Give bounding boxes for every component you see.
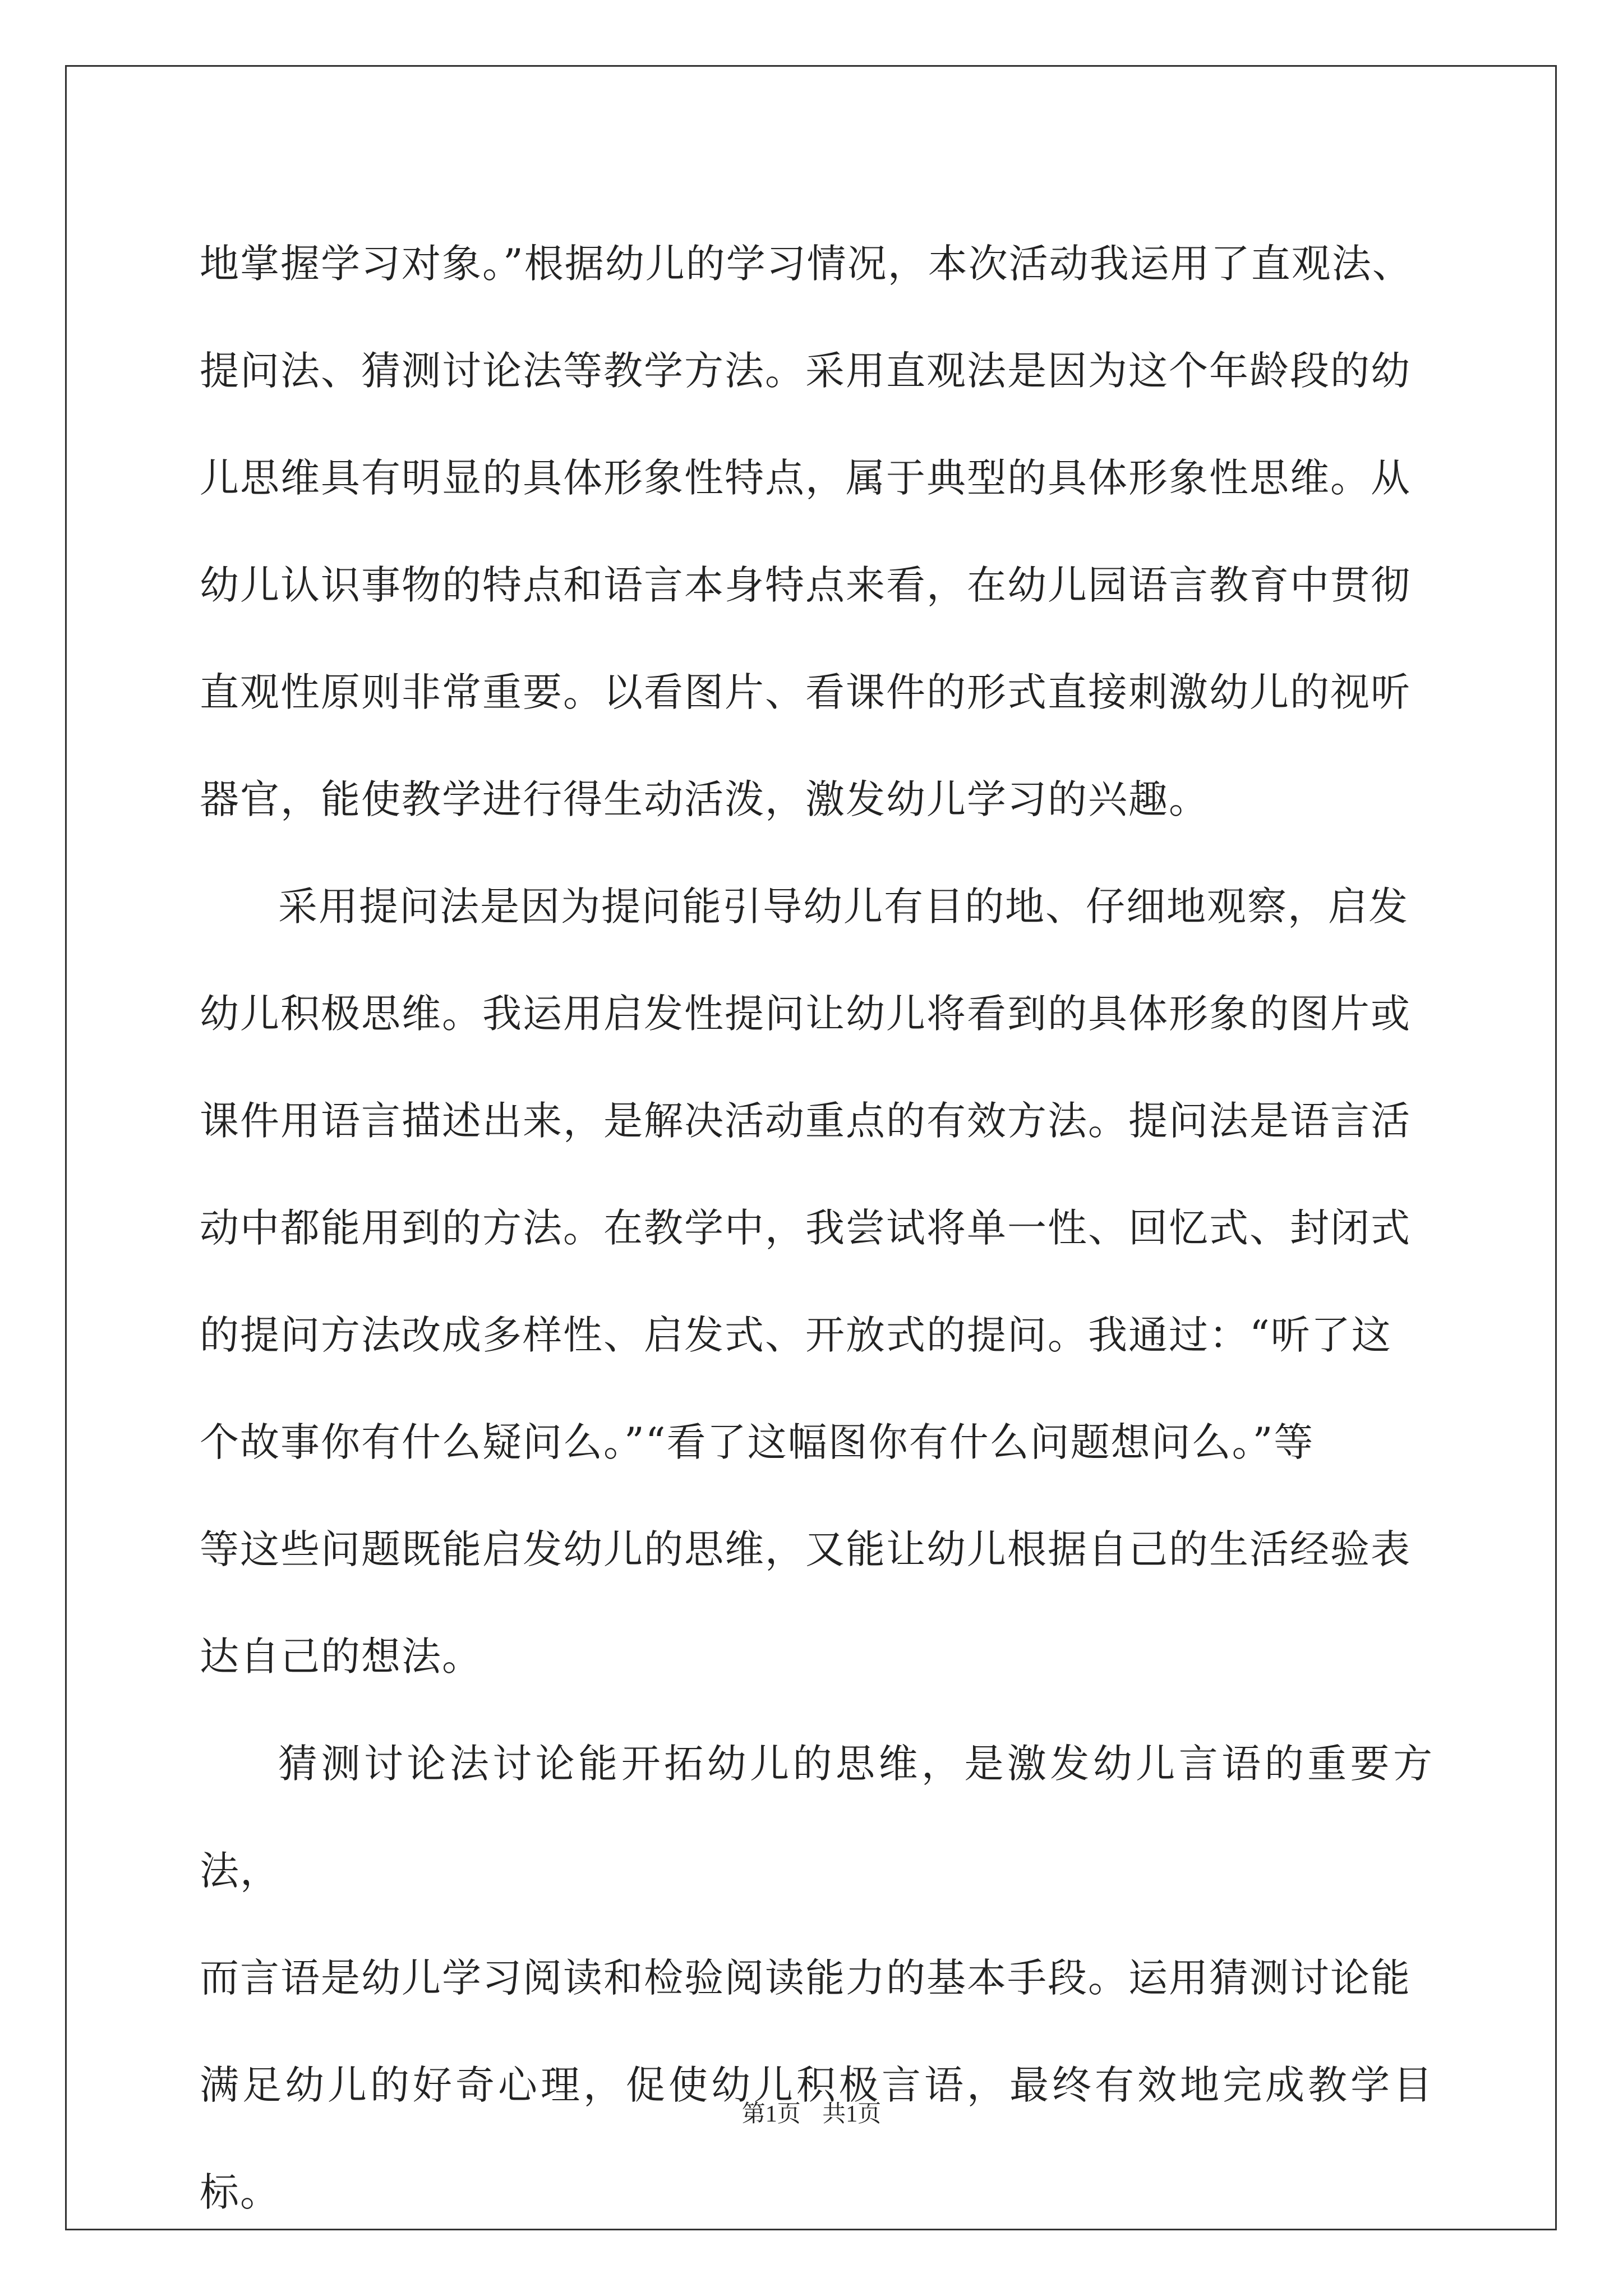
text-line: 动中都能用到的方法。在教学中，我尝试将单一性、回忆式、封闭式 [200, 1205, 1411, 1251]
document-body [200, 210, 1433, 2246]
text-line: 课件用语言描述出来，是解决活动重点的有效方法。提问法是语言活 [200, 1098, 1411, 1144]
page-number: 第1页 [741, 2101, 801, 2127]
text-line: 而言语是幼儿学习阅读和检验阅读能力的基本手段。运用猜测讨论能 [200, 1955, 1411, 2001]
total-pages: 共1页 [822, 2101, 882, 2127]
text-line: 个故事你有什么疑问么。”“看了这幅图你有什么问题想问么。”等 [200, 1419, 1315, 1465]
text-line: 满足幼儿的好奇心理，促使幼儿积极言语，最终有效地完成教学目标。 [200, 2062, 1433, 2215]
text-line: 地掌握学习对象。”根据幼儿的学习情况，本次活动我运用了直观法、 [200, 241, 1413, 287]
text-line: 等这些问题既能启发幼儿的思维，又能让幼儿根据自己的生活经验表 [200, 1526, 1411, 1572]
paragraph-1 [200, 210, 1433, 853]
text-line: 直观性原则非常重要。以看图片、看课件的形式直接刺激幼儿的视听 [200, 669, 1411, 715]
text-line: 猜测讨论法讨论能开拓幼儿的思维，是激发幼儿言语的重要方法， [200, 1741, 1433, 1894]
paragraph-3 [200, 1710, 1433, 2246]
text-line: 幼儿积极思维。我运用启发性提问让幼儿将看到的具体形象的图片或 [200, 991, 1411, 1037]
paragraph-2 [200, 853, 1433, 1710]
text-line: 达自己的想法。 [200, 1634, 482, 1680]
text-line: 幼儿认识事物的特点和语言本身特点来看，在幼儿园语言教育中贯彻 [200, 562, 1411, 608]
text-line: 器官，能使教学进行得生动活泼，激发幼儿学习的兴趣。 [200, 776, 1209, 822]
text-line: 提问法、猜测讨论法等教学方法。采用直观法是因为这个年龄段的幼 [200, 348, 1411, 394]
text-line: 儿思维具有明显的具体形象性特点，属于典型的具体形象性思维。从 [200, 455, 1411, 501]
text-line: 采用提问法是因为提问能引导幼儿有目的地、仔细地观察，启发 [278, 884, 1409, 930]
page-footer [0, 2095, 1623, 2129]
text-line: 的提问方法改成多样性、启发式、开放式的提问。我通过：“听了这 [200, 1312, 1392, 1358]
